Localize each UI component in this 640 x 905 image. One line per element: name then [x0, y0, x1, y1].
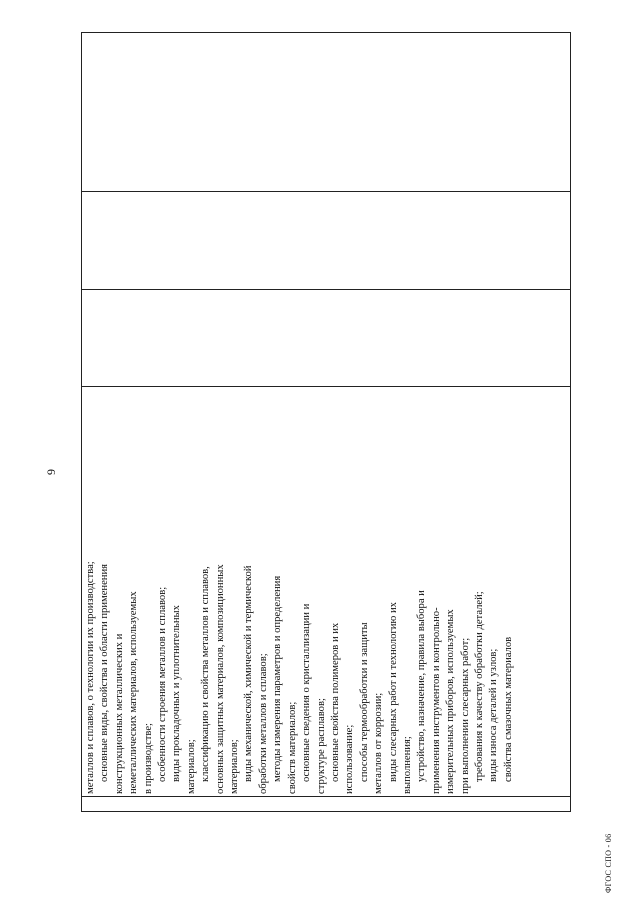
- text-line: особенности строения металлов и сплавов;: [157, 586, 169, 782]
- text-line: конструкционных металлических и: [113, 633, 125, 794]
- text-line: методы измерения параметров и определения: [272, 575, 284, 782]
- text-line: устройство, назначение, правила выбора и: [416, 590, 428, 782]
- empty-column-3: [82, 290, 570, 387]
- text-line: свойства смазочных материалов: [502, 636, 514, 782]
- requirements-text: [84, 389, 516, 794]
- text-line: металлов от коррозии;: [373, 692, 385, 794]
- content-column: [82, 387, 570, 797]
- empty-column-5: [82, 31, 570, 192]
- standard-code: ФГОС СПО - 06: [604, 833, 613, 893]
- curriculum-table: [81, 32, 571, 812]
- text-line: виды износа деталей и узлов;: [488, 648, 500, 782]
- text-line: основные свойства полимеров и их: [329, 622, 341, 782]
- text-line: структуре расплавов;: [315, 698, 327, 794]
- text-line: свойств материалов;: [286, 701, 298, 794]
- text-line: основные виды, свойства и области применения: [99, 564, 111, 782]
- text-line: виды слесарных работ и технологию их: [387, 602, 399, 782]
- text-line: основные сведения о кристаллизации и: [301, 603, 313, 782]
- text-line: металлов и сплавов, о технологии их производства;: [85, 561, 96, 794]
- text-line: в производстве;: [142, 723, 154, 794]
- text-line: требования к качеству обработки деталей;: [473, 591, 485, 782]
- text-line: виды прокладочных и уплотнительных: [171, 605, 183, 782]
- text-line: неметаллических материалов, используемых: [128, 591, 140, 794]
- text-line: применения инструментов и контрольно-: [430, 607, 442, 794]
- empty-column-4: [82, 192, 570, 290]
- page-number: 9: [44, 469, 58, 475]
- text-line: использование;: [344, 724, 356, 794]
- text-line: при выполнении слесарных работ;: [459, 637, 471, 794]
- text-line: основных защитных материалов, композиционных: [214, 564, 226, 794]
- text-line: классификацию и свойства металлов и сплавов,: [200, 566, 212, 782]
- text-line: измерительных приборов, используемых: [445, 609, 457, 794]
- text-line: материалов;: [229, 739, 241, 794]
- text-line: выполнения;: [401, 736, 413, 794]
- text-line: обработки металлов и сплавов;: [257, 653, 269, 794]
- text-line: способы термообработки и защиты: [358, 622, 370, 782]
- index-column: [82, 797, 570, 811]
- text-line: материалов;: [185, 739, 197, 794]
- text-line: виды механической, химической и термической: [243, 565, 255, 782]
